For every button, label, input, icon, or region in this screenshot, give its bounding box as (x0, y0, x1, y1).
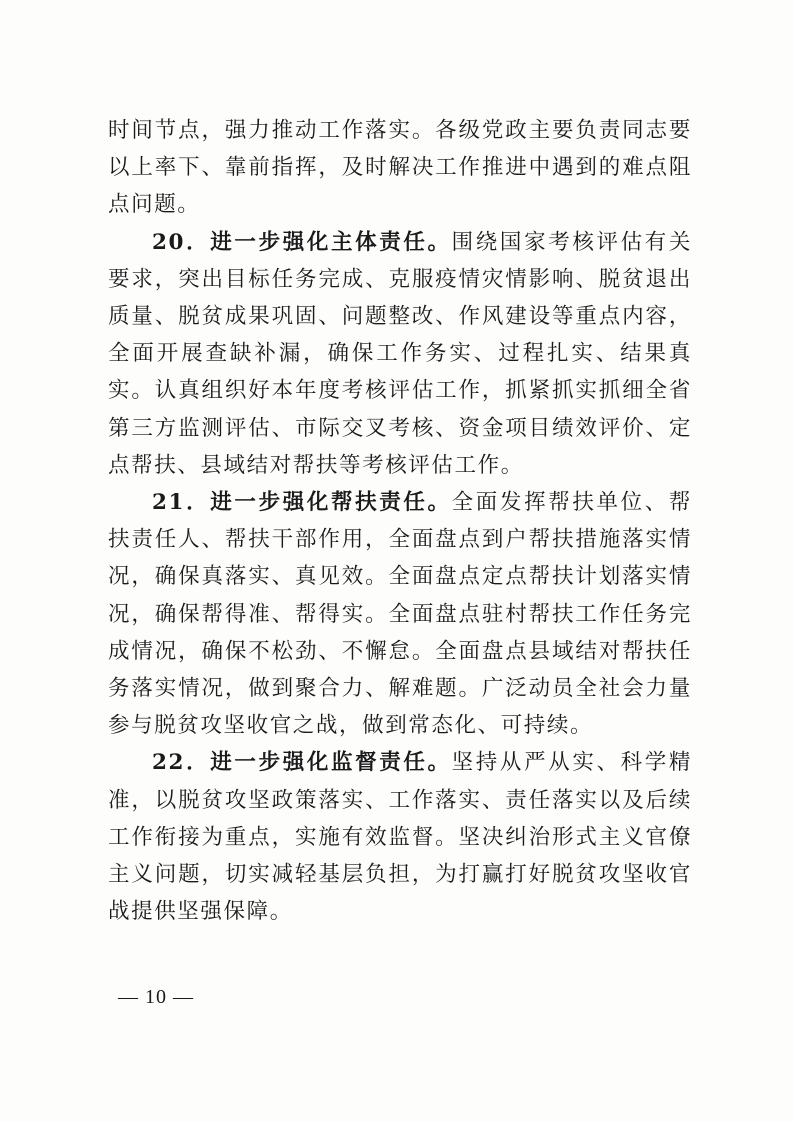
paragraph-item-20 (108, 224, 692, 484)
paragraph-text: 围绕国家考核评估有关要求，突出目标任务完成、克服疫情灾情影响、脱贫退出质量、脱贫成果巩固、问题整改、作风建设等重点内容，全面开展查缺补漏，确保工作务实、过程扎实、结果真实。认真组织好本年度考核评估工作，抓紧抓实抓细全省第三方监测评估、市际交叉考核、资金项目绩效评价、定点帮扶、县域结对帮扶等考核评估工作。 (108, 229, 692, 478)
paragraph-heading: 20．进一步强化主体责任。 (152, 229, 452, 255)
paragraph-text: 全面发挥帮扶单位、帮扶责任人、帮扶干部作用，全面盘点到户帮扶措施落实情况，确保真落实、真见效。全面盘点定点帮扶计划落实情况，确保帮得准、帮得实。全面盘点驻村帮扶工作任务完成情况，确保不松劲、不懈怠。全面盘点县域结对帮扶任务落实情况，做到聚合力、解难题。广泛动员全社会力量参与脱贫攻坚收官之战，做到常态化、可持续。 (108, 490, 692, 739)
paragraph-text: 时间节点，强力推动工作落实。各级党政主要负责同志要以上率下、靠前指挥，及时解决工作推进中遇到的难点阻点问题。 (108, 118, 692, 218)
paragraph-item-21 (108, 484, 692, 744)
page-number: — 10 — (118, 986, 194, 1008)
paragraph-item-22 (108, 744, 692, 930)
paragraph-continuation (108, 112, 692, 224)
paragraph-heading: 21．进一步强化帮扶责任。 (152, 490, 452, 516)
paragraph-heading: 22．进一步强化监督责任。 (152, 750, 452, 776)
document-body (108, 112, 692, 930)
paragraph-text: 坚持从严从实、科学精准，以脱贫攻坚政策落实、工作落实、责任落实以及后续工作衔接为重点，实施有效监督。坚决纠治形式主义官僚主义问题，切实减轻基层负担，为打赢打好脱贫攻坚收官战提供坚强保障。 (108, 750, 692, 925)
